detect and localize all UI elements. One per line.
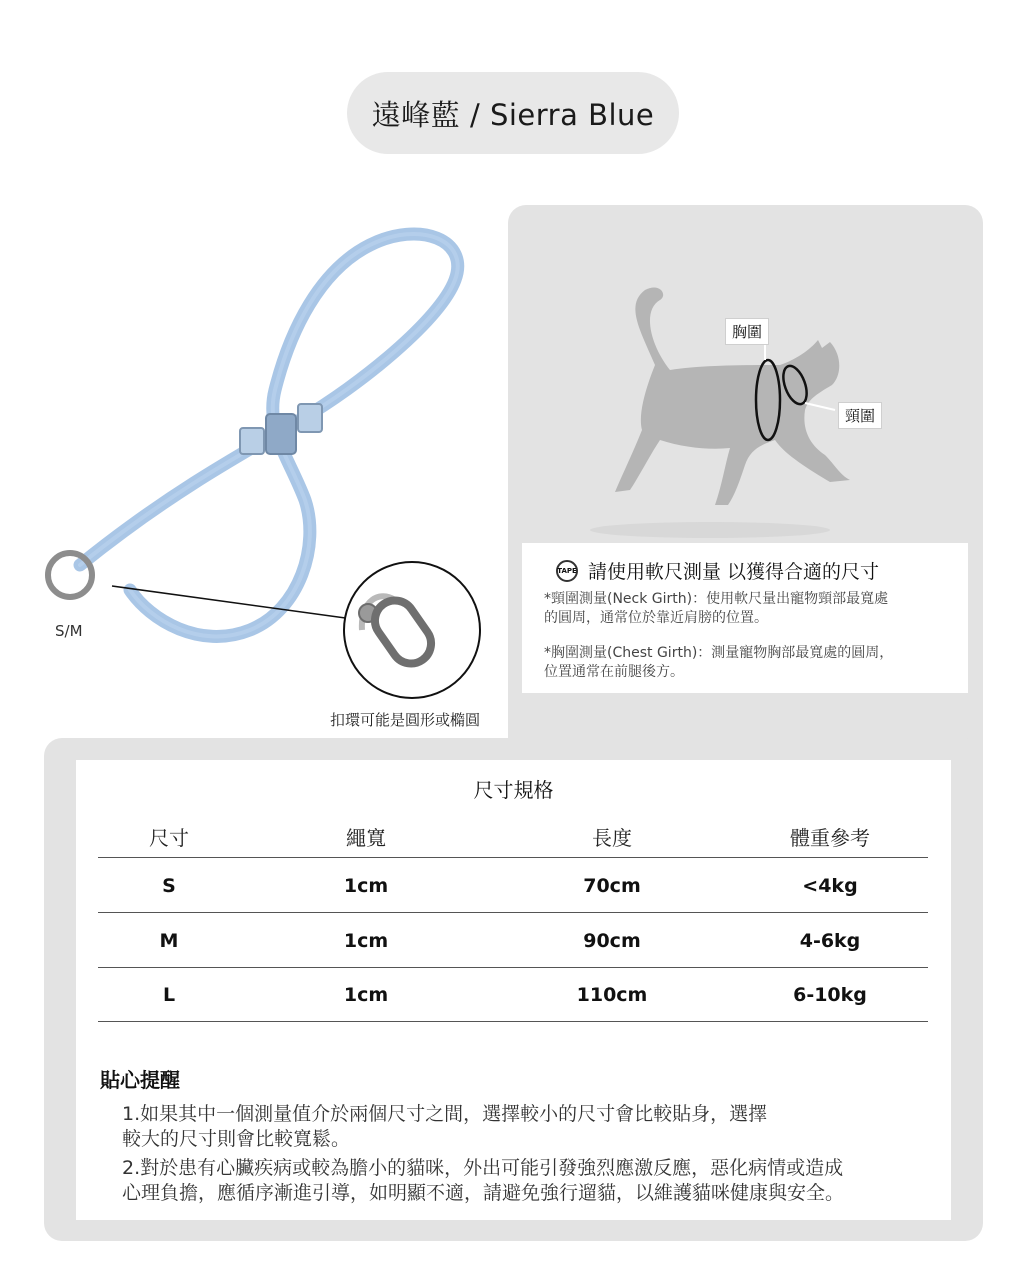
table-cell: 70cm — [583, 874, 641, 897]
ring-icon — [48, 553, 92, 597]
color-name-pill — [347, 72, 679, 154]
tips-title: 貼心提醒 — [100, 1068, 180, 1092]
measure-title-row — [544, 557, 950, 584]
table-header: 尺寸 — [149, 826, 189, 850]
table-cell: 1cm — [343, 929, 389, 952]
size-table-card — [76, 760, 951, 1220]
tape-measure-icon: TAPE — [556, 560, 578, 582]
neck-note-line: *頸圍測量(Neck Girth)：使用軟尺量出寵物頸部最寬處 — [544, 591, 889, 607]
chest-note-line: *胸圍測量(Chest Girth)：測量寵物胸部最寬處的圓周， — [544, 645, 894, 661]
table-cell: 6-10kg — [793, 983, 867, 1006]
table-cell: <4kg — [802, 874, 858, 897]
neck-tag: 頸圍 — [838, 402, 882, 429]
color-name: 遠峰藍 / Sierra Blue — [371, 97, 655, 132]
cat-illustration — [560, 270, 890, 540]
table-cell: 1cm — [343, 983, 389, 1006]
chest-note-line: 位置通常在前腿後方。 — [544, 664, 684, 680]
chest-tag: 胸圍 — [725, 318, 769, 345]
table-cell: S — [162, 874, 176, 897]
table-title: 尺寸規格 — [473, 778, 554, 802]
chest-note — [544, 644, 950, 682]
table-cell: L — [162, 983, 176, 1006]
tip-item — [122, 1102, 922, 1152]
tip-line: 2.對於患有心臟疾病或較為膽小的貓咪，外出可能引發強烈應激反應，惡化病情或造成 — [122, 1157, 844, 1179]
table-row — [98, 914, 928, 968]
table-row — [98, 968, 928, 1022]
buckle-caption: 扣環可能是圓形或橢圓 — [330, 711, 481, 729]
table-header: 長度 — [592, 826, 632, 850]
measure-guide — [522, 543, 968, 693]
harness-image — [0, 200, 510, 740]
neck-note — [544, 590, 950, 628]
table-row — [98, 859, 928, 913]
table-header: 體重參考 — [790, 826, 870, 850]
table-cell: 90cm — [583, 929, 641, 952]
table-cell: 4-6kg — [799, 929, 861, 952]
table-header-row — [98, 816, 928, 858]
table-cell: 1cm — [343, 874, 389, 897]
table-cell: M — [159, 929, 179, 952]
tip-line: 心理負擔，應循序漸進引導，如明顯不適，請避免強行遛貓，以維護貓咪健康與安全。 — [122, 1182, 845, 1204]
neck-note-line: 的圓周，通常位於靠近肩膀的位置。 — [544, 610, 768, 626]
tip-line: 較大的尺寸則會比較寬鬆。 — [122, 1128, 351, 1150]
table-cell: 110cm — [576, 983, 648, 1006]
measure-title: 請使用軟尺測量 以獲得合適的尺寸 — [588, 561, 880, 583]
size-label: S/M — [55, 622, 83, 640]
tip-item — [122, 1156, 922, 1206]
table-header: 繩寬 — [346, 826, 386, 850]
zoom-circle — [344, 562, 480, 698]
tip-line: 1.如果其中一個測量值介於兩個尺寸之間，選擇較小的尺寸會比較貼身，選擇 — [122, 1103, 768, 1125]
